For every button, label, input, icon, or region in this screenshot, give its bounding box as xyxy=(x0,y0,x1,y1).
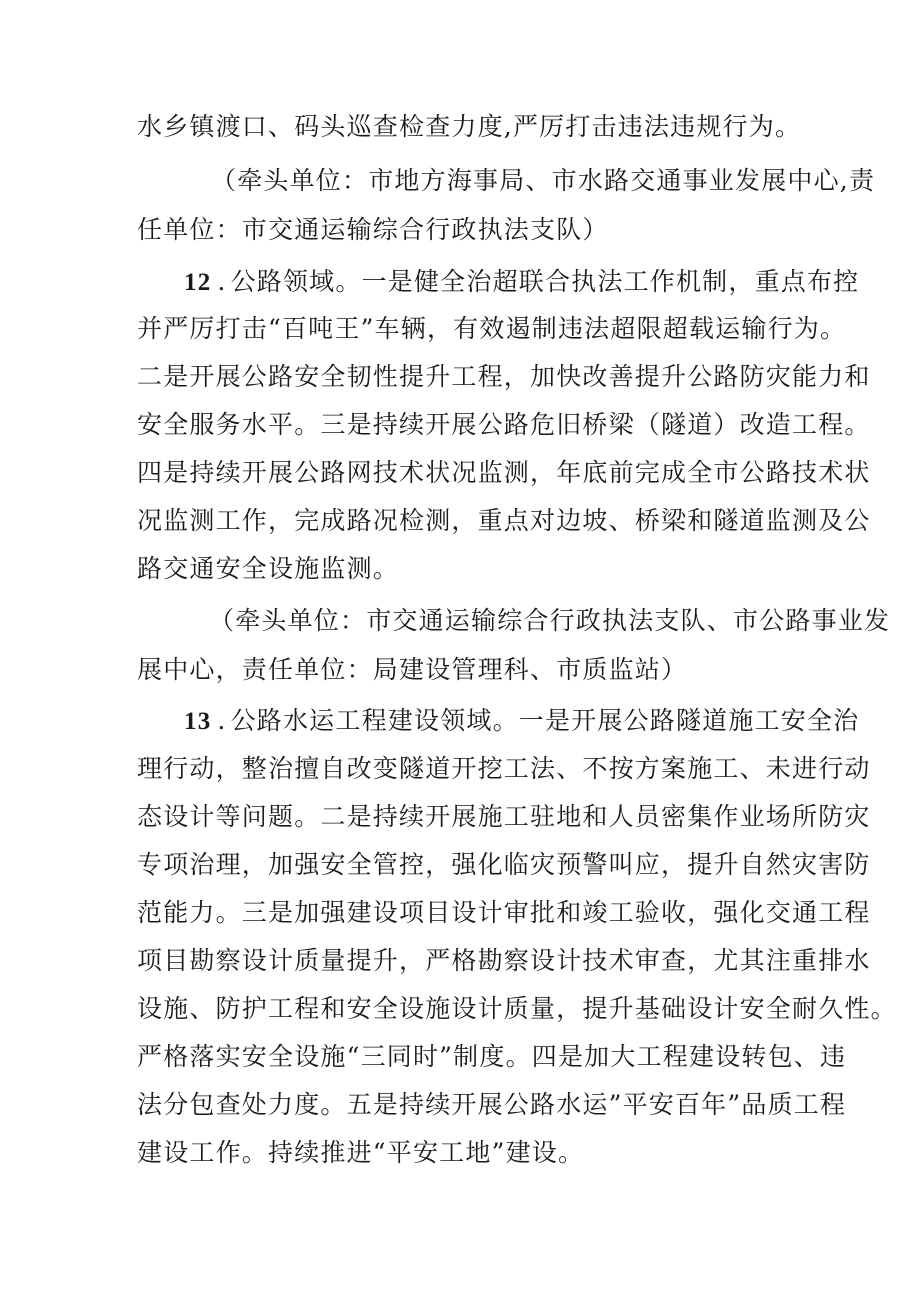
paragraph-line: 安全服务水平。三是持续开展公路危旧桥梁（隧道）改造工程。 xyxy=(137,410,871,439)
paragraph-line: 四是持续开展公路网技术状况监测，年底前完成全市公路技术状 xyxy=(137,458,871,487)
paragraph-line: 范能力。三是加强建设项目设计审批和竣工验收，强化交通工程 xyxy=(137,898,871,927)
item-number: 13 xyxy=(184,708,212,735)
responsibility-note-line: 任单位：市交通运输综合行政执法支队） xyxy=(137,215,609,244)
paragraph-line: 法分包查处力度。五是持续开展公路水运”平安百年”品质工程 xyxy=(137,1090,847,1119)
paragraph-line: 理行动，整治擅自改变隧道开挖工法、不按方案施工、未进行动 xyxy=(137,754,871,783)
item-13-heading-line: 13 . 公路水运工程建设领域。一是开展公路隧道施工安全治 xyxy=(184,706,860,735)
paragraph-line: 路交通安全设施监测。 xyxy=(137,554,400,583)
responsibility-note-line: （牵头单位：市地方海事局、市水路交通事业发展中心,责 xyxy=(211,166,876,195)
paragraph-line: 项目勘察设计质量提升，严格勘察设计技术审查，尤其注重排水 xyxy=(137,946,871,975)
paragraph-line: 严格落实安全设施“三同时”制度。四是加大工程建设转包、违 xyxy=(137,1042,847,1071)
responsibility-note-line: 展中心，责任单位：局建设管理科、市质监站） xyxy=(137,655,688,684)
paragraph-line: 专项治理，加强安全管控，强化临灾预警叫应，提升自然灾害防 xyxy=(137,850,871,879)
paragraph-line: 设施、防护工程和安全设施设计质量，提升基础设计安全耐久性。 xyxy=(137,994,897,1023)
item-separator: . xyxy=(217,267,227,296)
paragraph-line: 况监测工作，完成路况检测，重点对边坡、桥梁和隧道监测及公 xyxy=(137,506,871,535)
responsibility-note-line: （牵头单位：市交通运输综合行政执法支队、市公路事业发 xyxy=(209,606,891,635)
paragraph-line: 并严厉打击“百吨王”车辆，有效遏制违法超限超载运输行为。 xyxy=(137,314,847,343)
item-separator: . xyxy=(217,706,227,735)
item-12-heading-line: 12 . 公路领域。一是健全治超联合执法工作机制，重点布控 xyxy=(184,267,860,296)
paragraph-line: 水乡镇渡口、码头巡查检查力度,严厉打击违法违规行为。 xyxy=(137,112,802,141)
paragraph-line: 建设工作。持续推进“平安工地”建设。 xyxy=(137,1138,585,1167)
item-number: 12 xyxy=(184,269,212,296)
paragraph-line: 二是开展公路安全韧性提升工程，加快改善提升公路防灾能力和 xyxy=(137,362,871,391)
paragraph-line: 态设计等问题。二是持续开展施工驻地和人员密集作业场所防灾 xyxy=(137,802,871,831)
